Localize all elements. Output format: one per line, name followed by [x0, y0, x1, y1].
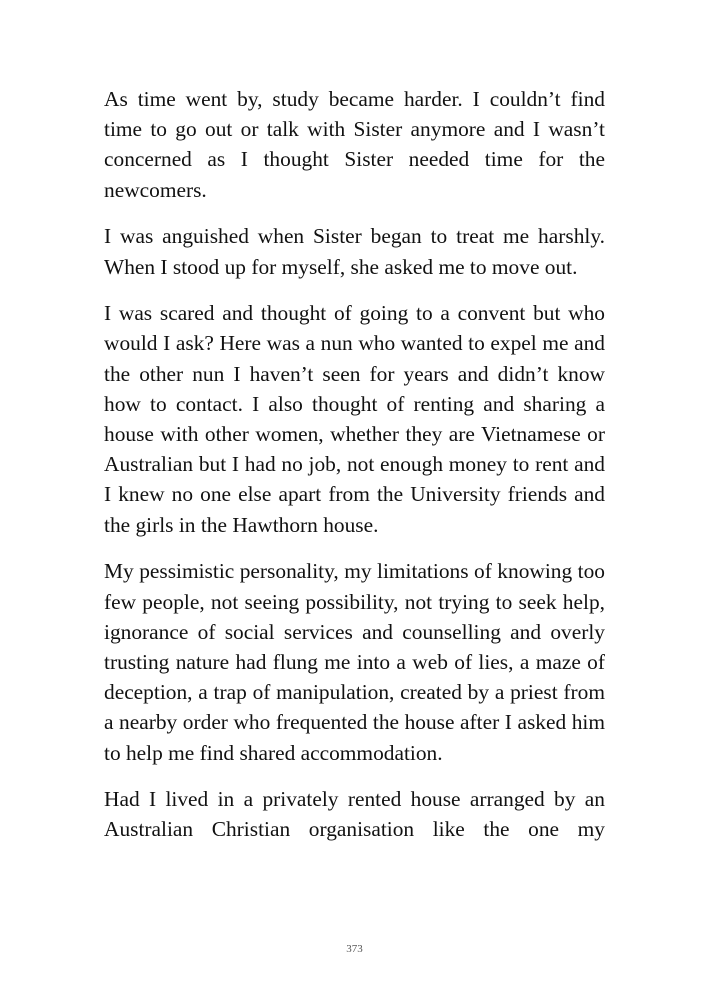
paragraph-2: I was anguished when Sister began to treat me harshly. When I stood up for myself, she asked me to move out. — [104, 224, 605, 279]
paragraph-3: I was scared and thought of going to a convent but who would I ask? Here was a nun who wanted to expel me and the other nun I haven’t seen for years and didn’t know how to contact. I also thought of renting and sharing a house with other women, whether they are Vietnamese or Australian but I had no job, not enough money to rent and I knew no one else apart from the University friends and the girls in the Hawthorn house. — [104, 301, 605, 537]
paragraph-1: As time went by, study became harder. I couldn’t find time to go out or talk with Sister anymore and I wasn’t concerned as I thought Sister needed time for the newcomers. — [104, 87, 605, 202]
paragraph-5: Had I lived in a privately rented house arranged by an Australian Christian organisation like the one my — [104, 787, 605, 842]
paragraph-4: My pessimistic personality, my limitations of knowing too few people, not seeing possibility, not trying to seek help, ignorance of social services and counselling and overly trusting nature had flung me into a web of lies, a maze of deception, a trap of manipulation, created by a priest from a nearby order who frequented the house after I asked him to help me find shared accommodation. — [104, 559, 605, 765]
page-body — [104, 84, 605, 845]
page-number: 373 — [346, 943, 363, 955]
